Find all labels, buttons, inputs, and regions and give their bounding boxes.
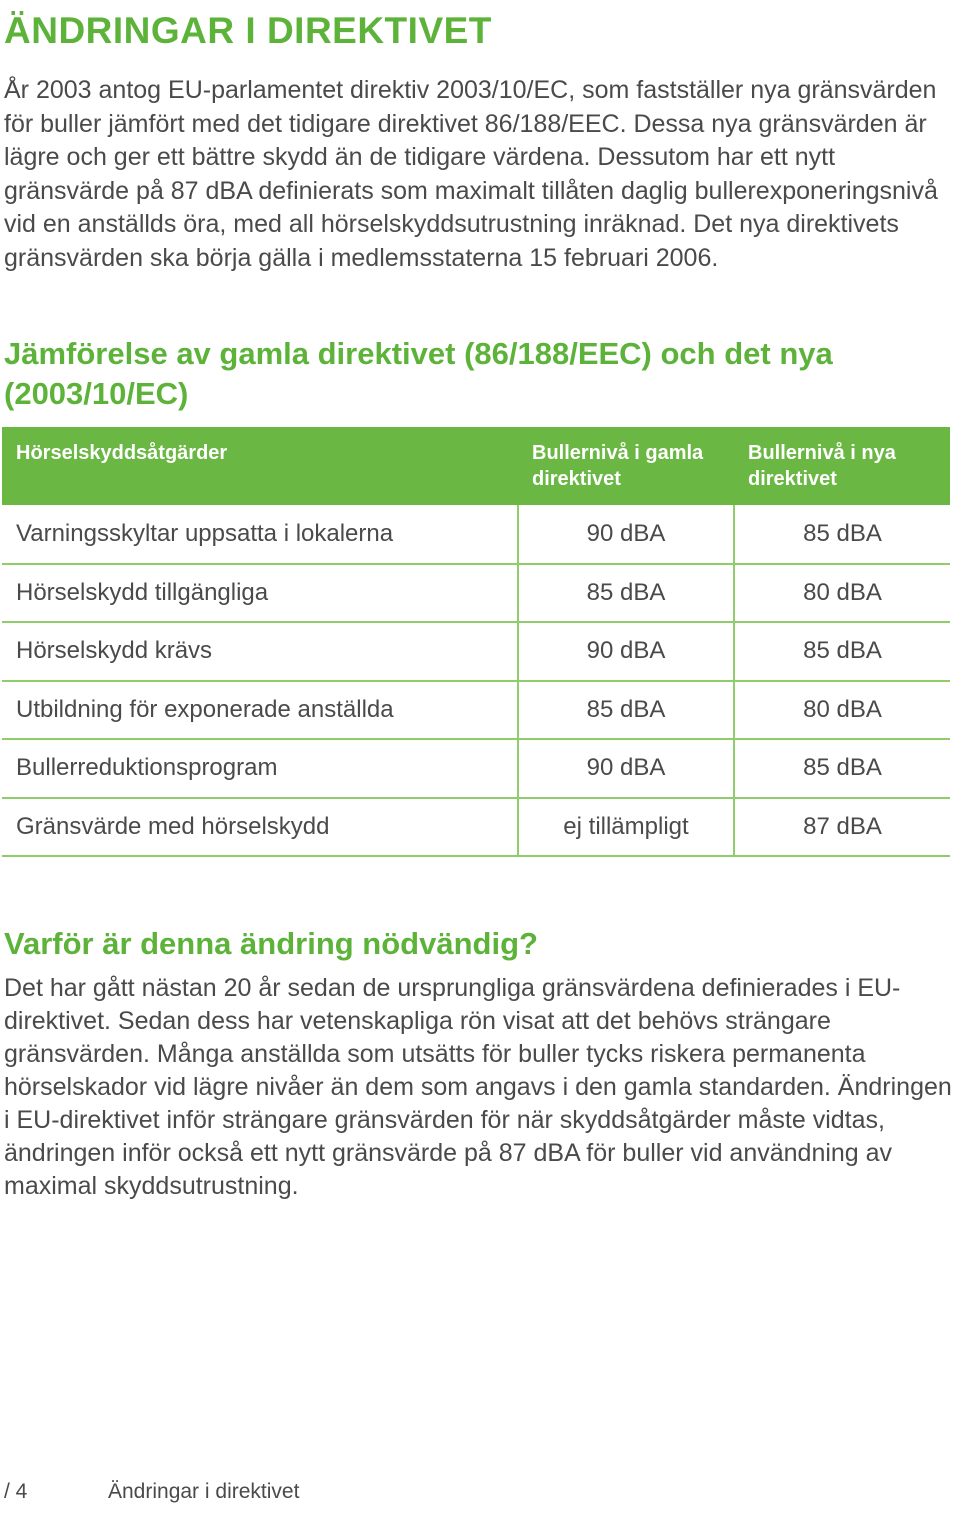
table-row (2, 681, 950, 740)
old-level-cell: 90 dBA (518, 622, 734, 681)
page-number: / 4 (4, 1480, 28, 1503)
table-row (2, 622, 950, 681)
measure-cell: Utbildning för exponerade anställda (2, 681, 518, 740)
new-level-cell: 80 dBA (734, 564, 950, 623)
why-paragraph: Det har gått nästan 20 år sedan de ursprungliga gränsvärdena definierades i EU-direktivet. Sedan dess har vetenskapliga rön visat att det behövs strängare gränsvärden. Många anställda som utsätts för buller tycks riskera permanenta hörselskador vid lägre nivåer än dem som angavs i den gamla standarden. Ändringen i EU-direktivet inför strängare gränsvärden för när skyddsåtgärder måste vidtas, ändringen inför också ett nytt gränsvärde på 87 dBA för buller vid användning av maximal skyddsutrustning. (4, 974, 952, 1200)
header-new-level: Bullernivå i nya direktivet (734, 427, 950, 505)
old-level-cell: 90 dBA (518, 505, 734, 564)
measure-cell: Bullerreduktionsprogram (2, 739, 518, 798)
comparison-table (2, 427, 950, 857)
old-level-cell: 85 dBA (518, 564, 734, 623)
measure-cell: Hörselskydd tillgängliga (2, 564, 518, 623)
old-level-cell: 90 dBA (518, 739, 734, 798)
page-title: ÄNDRINGAR I DIREKTIVET (4, 10, 492, 51)
why-heading: Varför är denna ändring nödvändig? (4, 926, 538, 961)
old-level-cell: ej tillämpligt (518, 798, 734, 857)
table-row (2, 798, 950, 857)
comparison-title: Jämförelse av gamla direktivet (86/188/EEC) och det nya (2003/10/EC) (4, 336, 833, 411)
measure-cell: Gränsvärde med hörselskydd (2, 798, 518, 857)
new-level-cell: 80 dBA (734, 681, 950, 740)
new-level-cell: 85 dBA (734, 739, 950, 798)
measure-cell: Hörselskydd krävs (2, 622, 518, 681)
intro-paragraph: År 2003 antog EU-parlamentet direktiv 2003/10/EC, som fastställer nya gränsvärden för buller jämfört med det tidigare direktivet 86/188/EEC. Dessa nya gränsvärden är lägre och ger ett bättre skydd än de tidigare värdena. Dessutom har ett nytt gränsvärde på 87 dBA definierats som maximalt tillåten daglig bullerexponeringsnivå vid en anställds öra, med all hörselskyddsutrustning inräknad. Det nya direktivets gränsvärden ska börja gälla i medlemsstaterna 15 februari 2006. (4, 76, 938, 272)
header-measures: Hörselskyddsåtgärder (2, 427, 518, 505)
table-row (2, 739, 950, 798)
header-old-level: Bullernivå i gamla direktivet (518, 427, 734, 505)
new-level-cell: 85 dBA (734, 622, 950, 681)
new-level-cell: 85 dBA (734, 505, 950, 564)
footer-section-name: Ändringar i direktivet (108, 1480, 300, 1503)
table-row (2, 505, 950, 564)
measure-cell: Varningsskyltar uppsatta i lokalerna (2, 505, 518, 564)
table-header-row (2, 427, 950, 505)
table-row (2, 564, 950, 623)
old-level-cell: 85 dBA (518, 681, 734, 740)
new-level-cell: 87 dBA (734, 798, 950, 857)
